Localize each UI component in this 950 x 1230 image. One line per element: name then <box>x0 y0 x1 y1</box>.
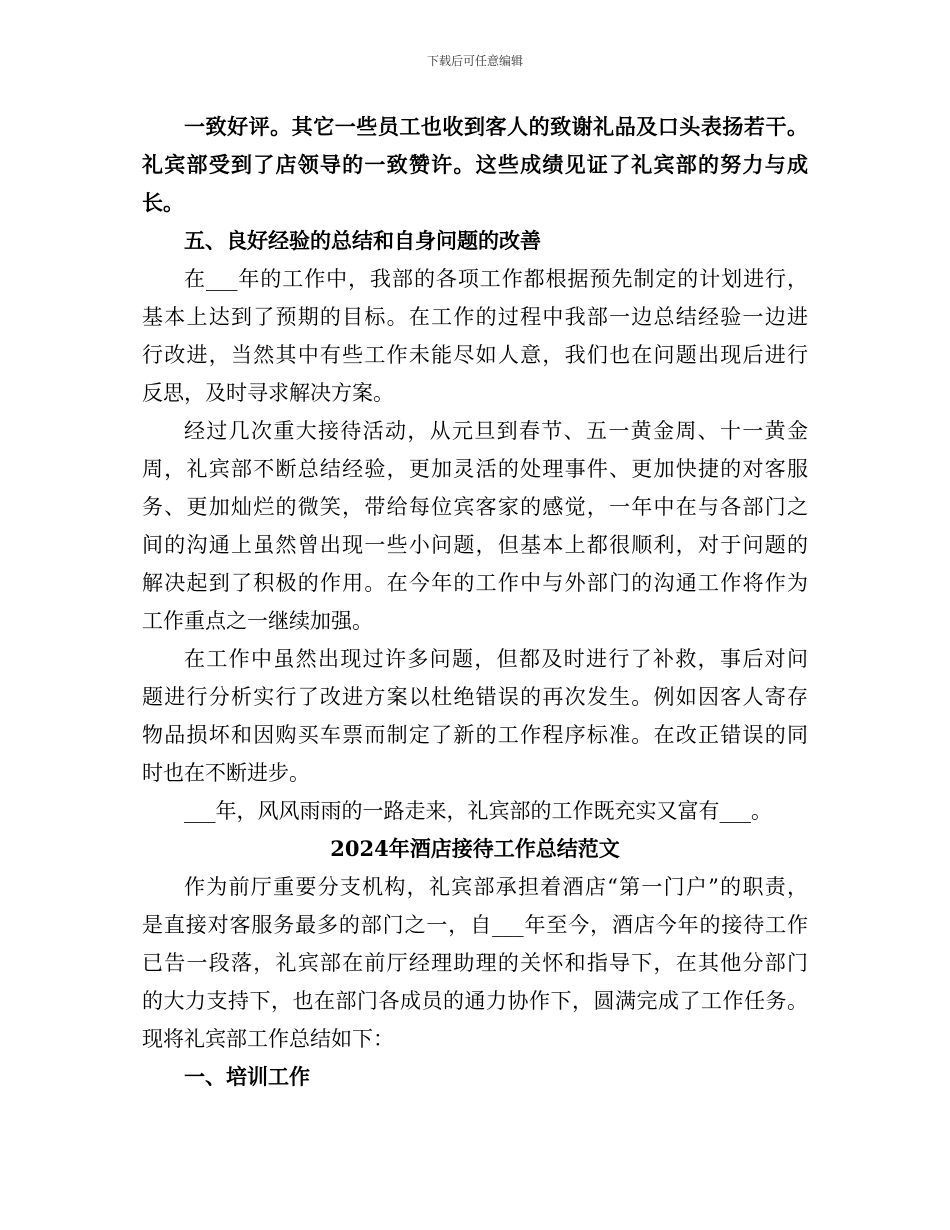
text-line: 作为前厅重要分支机构，礼宾部承担着酒店“第一门户”的职责， <box>184 875 808 899</box>
text-line: 的大力支持下，也在部门各成员的通力协作下，圆满完成了工作任务。 <box>142 989 808 1013</box>
page-header: 下载后可任意编辑 <box>426 54 523 68</box>
section-title: 2024年酒店接待工作总结范文 <box>330 836 620 861</box>
text-line: 已告一段落，礼宾部在前厅经理助理的关怀和指导下，在其他分部门 <box>142 951 808 975</box>
text-line: 反思，及时寻求解决方案。 <box>142 381 394 405</box>
text-line: 题进行分析实行了改进方案以杜绝错误的再次发生。例如因客人寄存 <box>142 685 808 709</box>
text-line: 务、更加灿烂的微笑，带给每位宾客家的感觉，一年中在与各部门之 <box>142 495 808 519</box>
text-line: 经过几次重大接待活动，从元旦到春节、五一黄金周、十一黄金 <box>184 419 808 443</box>
text-line: 工作重点之一继续加强。 <box>142 609 373 633</box>
text-line: 周，礼宾部不断总结经验，更加灵活的处理事件、更加快捷的对客服 <box>142 457 808 481</box>
text-line: 间的沟通上虽然曾出现一些小问题，但基本上都很顺利，对于问题的 <box>142 533 808 557</box>
text-line: 现将礼宾部工作总结如下： <box>142 1027 394 1051</box>
text-line: ___年，风风雨雨的一路走来，礼宾部的工作既充实又富有___。 <box>184 799 772 823</box>
text-line: 行改进，当然其中有些工作未能尽如人意，我们也在问题出现后进行 <box>142 343 808 367</box>
text-line: 长。 <box>142 190 184 215</box>
text-line: 在工作中虽然出现过许多问题，但都及时进行了补救，事后对问 <box>184 647 808 671</box>
text-line: 解决起到了积极的作用。在今年的工作中与外部门的沟通工作将作为 <box>142 571 808 595</box>
text-line: 时也在不断进步。 <box>142 761 310 785</box>
document-body <box>142 108 808 1096</box>
text-line: 一、培训工作 <box>184 1064 310 1089</box>
text-line: 基本上达到了预期的目标。在工作的过程中我部一边总结经验一边进 <box>142 305 808 329</box>
text-line: 一致好评。其它一些员工也收到客人的致谢礼品及口头表扬若干。 <box>184 114 808 139</box>
text-line: 在___年的工作中，我部的各项工作都根据预先制定的计划进行， <box>184 267 808 291</box>
text-line: 物品损坏和因购买车票而制定了新的工作程序标准。在改正错误的同 <box>142 723 808 747</box>
text-line: 礼宾部受到了店领导的一致赞许。这些成绩见证了礼宾部的努力与成 <box>142 152 808 177</box>
text-line: 是直接对客服务最多的部门之一，自___年至今，酒店今年的接待工作 <box>142 913 808 937</box>
text-line: 五、良好经验的总结和自身问题的改善 <box>184 228 541 253</box>
